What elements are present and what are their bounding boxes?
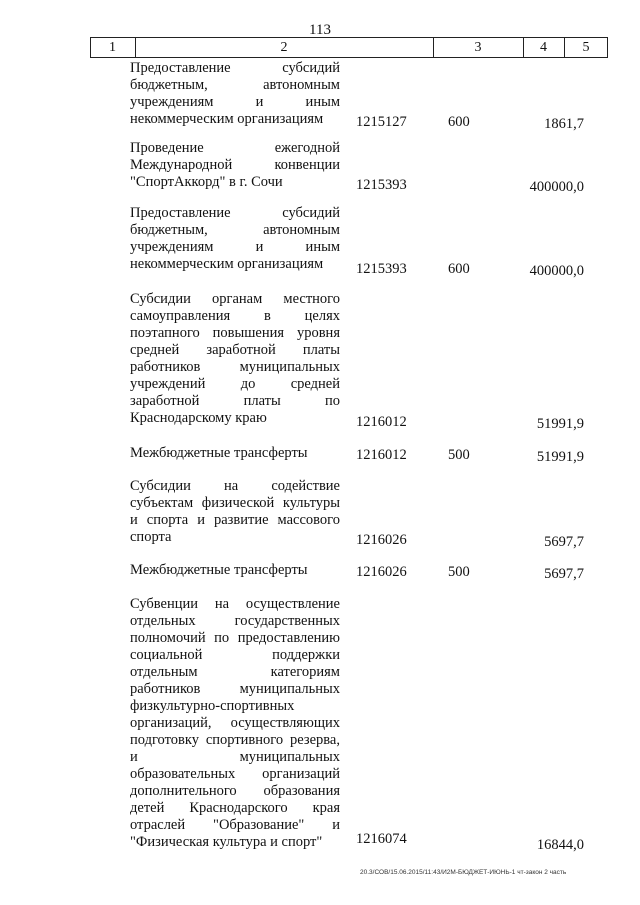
row-expense-type: 500: [448, 564, 470, 580]
row-description: Проведение ежегодной Международной конвенции "СпортАккорд" в г. Сочи: [130, 140, 340, 190]
row-description: Субвенции на осуществление отдельных государственных полномочий по предоставлению социальной поддержки отдельным категориям работников муниципальных физкультурно-спортивных организаций, осуществляющих подготовку спортивного резерва, и муниципальных образовательных организаций дополнительного образования детей Краснодарского края отраслей "Образование" и "Физическая культура и спорт": [130, 596, 340, 850]
row-amount: 16844,0: [536, 837, 584, 853]
header-col-4: 4: [540, 40, 547, 55]
row-code: 1216012: [356, 447, 407, 463]
header-col-5: 5: [582, 40, 590, 55]
row-amount: 400000,0: [529, 179, 584, 195]
row-amount: 5697,7: [544, 534, 584, 550]
row-amount: 51991,9: [536, 449, 584, 465]
row-expense-type: 600: [448, 114, 470, 130]
page-number: 113: [309, 22, 331, 38]
row-code: 1215393: [356, 177, 407, 193]
header-divider: [135, 37, 136, 58]
document-footer: 20.3/СОВ/15.06.2015/11:43/И2М-БЮДЖЕТ-ИЮНЬ-1 чт-закон 2 часть: [360, 869, 567, 876]
header-divider: [433, 37, 434, 58]
row-description: Межбюджетные трансферты: [130, 445, 308, 461]
row-expense-type: 500: [448, 447, 470, 463]
row-amount: 1861,7: [544, 116, 584, 132]
row-description: Субсидии на содействие субъектам физической культуры и спорта и развитие массового спорта: [130, 478, 340, 545]
row-description: Межбюджетные трансферты: [130, 562, 308, 578]
row-description: Предоставление субсидий бюджетным, автономным учреждениям и иным некоммерческим организациям: [130, 60, 340, 127]
row-code: 1216026: [356, 532, 407, 548]
row-expense-type: 600: [448, 261, 470, 277]
header-divider: [523, 37, 524, 58]
header-divider: [90, 37, 91, 58]
header-col-1: 1: [109, 40, 116, 55]
header-col-2: 2: [280, 40, 288, 55]
header-divider: [607, 37, 608, 58]
row-description: Предоставление субсидий бюджетным, автономным учреждениям и иным некоммерческим организациям: [130, 205, 340, 272]
row-description: Субсидии органам местного самоуправления в целях поэтапного повышения уровня средней заработной платы работников муниципальных учреждений до средней заработной платы по Краснодарскому краю: [130, 291, 340, 426]
row-code: 1216074: [356, 831, 407, 847]
header-col-3: 3: [474, 40, 482, 55]
table-header: [90, 37, 608, 58]
row-amount: 400000,0: [529, 263, 584, 279]
row-code: 1215127: [356, 114, 407, 130]
row-code: 1215393: [356, 261, 407, 277]
row-amount: 5697,7: [544, 566, 584, 582]
row-code: 1216026: [356, 564, 407, 580]
header-divider: [564, 37, 565, 58]
row-code: 1216012: [356, 414, 407, 430]
row-amount: 51991,9: [536, 416, 584, 432]
